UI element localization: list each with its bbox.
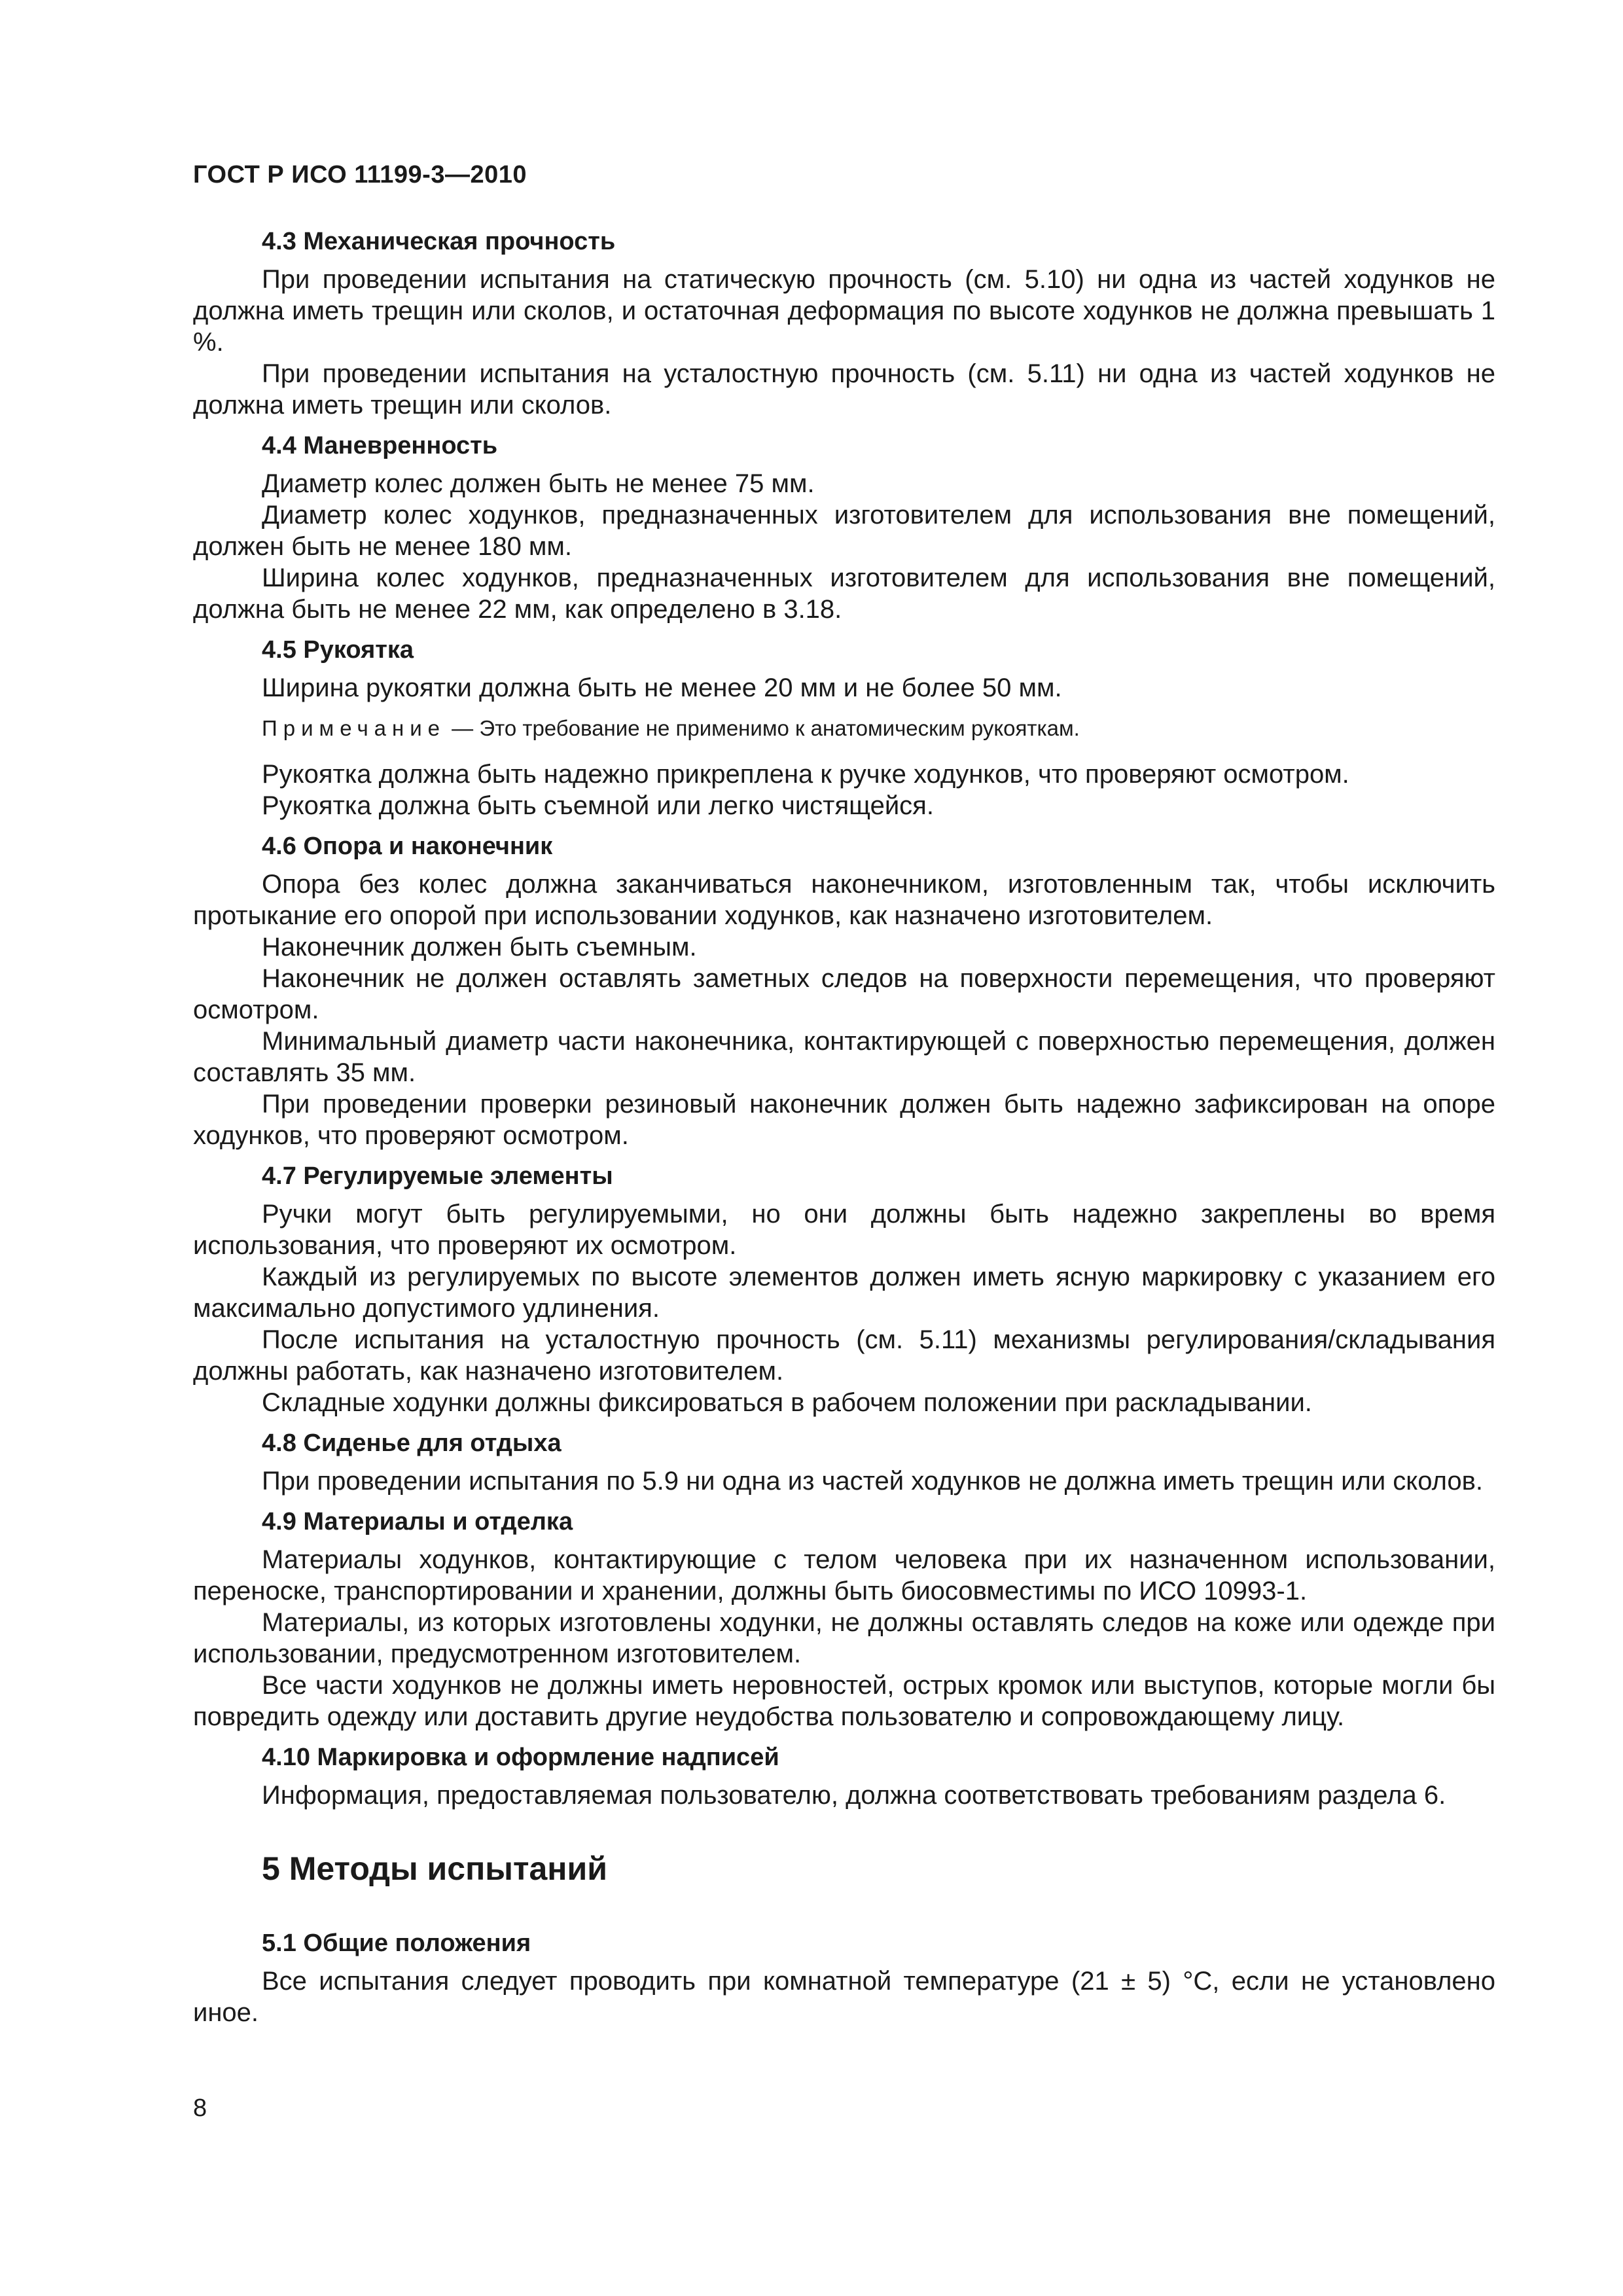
paragraph: Опора без колес должна заканчиваться наконечником, изготовленным так, чтобы исключить протыкание его опорой при использовании ходунков, как назначено изготовителем.	[193, 870, 1495, 930]
paragraph: Наконечник не должен оставлять заметных следов на поверхности перемещения, что проверяют осмотром.	[193, 964, 1495, 1024]
section-title: 4.7 Регулируемые элементы	[262, 1162, 613, 1190]
section-title: 5.1 Общие положения	[262, 1929, 531, 1957]
paragraph: Диаметр колес ходунков, предназначенных изготовителем для использования вне помещений, должен быть не менее 180 мм.	[193, 501, 1495, 561]
paragraph: Материалы ходунков, контактирующие с телом человека при их назначенном использовании, переноске, транспортировании и хранении, должны быть биосовместимы по ИСО 10993-1.	[193, 1545, 1495, 1605]
section-title: 4.10 Маркировка и оформление надписей	[262, 1744, 779, 1771]
section-title: 4.8 Сиденье для отдыха	[262, 1429, 562, 1457]
note-label: Примечание	[262, 716, 446, 740]
paragraph: При проведении испытания по 5.9 ни одна из частей ходунков не должна иметь трещин или сколов.	[262, 1467, 1483, 1496]
paragraph: Материалы, из которых изготовлены ходунки, не должны оставлять следов на коже или одежде при использовании, предусмотренном изготовителем.	[193, 1608, 1495, 1668]
section-4-9	[193, 1506, 1495, 1732]
paragraph: При проведении испытания на усталостную прочность (см. 5.11) ни одна из частей ходунков не должна иметь трещин или сколов.	[193, 359, 1495, 420]
paragraph: При проведении проверки резиновый наконечник должен быть надежно зафиксирован на опоре ходунков, что проверяют осмотром.	[193, 1090, 1495, 1150]
paragraph: Наконечник должен быть съемным.	[262, 933, 697, 961]
paragraph: После испытания на усталостную прочность (см. 5.11) механизмы регулирования/складывания должны работать, как назначено изготовителем.	[193, 1325, 1495, 1386]
section-4-8	[193, 1427, 1495, 1497]
paragraph: Все части ходунков не должны иметь неровностей, острых кромок или выступов, которые могли бы повредить одежду или доставить другие неудобства пользователю и сопровождающему лицу.	[193, 1671, 1495, 1731]
paragraph: Минимальный диаметр части наконечника, контактирующей с поверхностью перемещения, должен составлять 35 мм.	[193, 1027, 1495, 1087]
chapter-title: 5 Методы испытаний	[262, 1850, 607, 1887]
section-title: 4.5 Рукоятка	[262, 636, 414, 664]
paragraph: Все испытания следует проводить при комнатной температуре (21 ± 5) °С, если не установлено иное.	[193, 1967, 1495, 2027]
paragraph: Ширина колес ходунков, предназначенных изготовителем для использования вне помещений, должна быть не менее 22 мм, как определено в 3.18.	[193, 564, 1495, 624]
section-4-4	[193, 430, 1495, 625]
paragraph: Рукоятка должна быть надежно прикреплена к ручке ходунков, что проверяют осмотром.	[262, 760, 1349, 789]
note	[193, 713, 1495, 744]
note-text: — Это требование не применимо к анатомическим рукояткам.	[446, 716, 1080, 740]
paragraph: Рукоятка должна быть съемной или легко чистящейся.	[262, 791, 934, 820]
section-5-1	[193, 1928, 1495, 2028]
section-4-6	[193, 831, 1495, 1151]
section-4-7	[193, 1160, 1495, 1418]
paragraph: Каждый из регулируемых по высоте элементов должен иметь ясную маркировку с указанием его максимально допустимого удлинения.	[193, 1263, 1495, 1323]
section-4-10	[193, 1742, 1495, 1811]
paragraph: Ширина рукоятки должна быть не менее 20 мм и не более 50 мм.	[262, 673, 1062, 702]
document-body	[193, 226, 1495, 2028]
section-4-5	[193, 634, 1495, 821]
paragraph: Диаметр колес должен быть не менее 75 мм.	[262, 469, 815, 498]
document-header: ГОСТ Р ИСО 11199-3—2010	[193, 161, 527, 188]
section-title: 4.9 Материалы и отделка	[262, 1508, 573, 1535]
section-title: 4.6 Опора и наконечник	[262, 833, 553, 860]
paragraph: Складные ходунки должны фиксироваться в рабочем положении при раскладывании.	[262, 1388, 1312, 1417]
paragraph: Информация, предоставляемая пользователю, должна соответствовать требованиям раздела 6.	[262, 1781, 1446, 1810]
paragraph: При проведении испытания на статическую прочность (см. 5.10) ни одна из частей ходунков не должна иметь трещин или сколов, и остаточная деформация по высоте ходунков не должна превышать 1 %.	[193, 265, 1495, 357]
section-4-3	[193, 226, 1495, 421]
paragraph: Ручки могут быть регулируемыми, но они должны быть надежно закреплены во время использования, что проверяют их осмотром.	[193, 1200, 1495, 1260]
section-title: 4.3 Механическая прочность	[262, 228, 616, 255]
page-number: 8	[193, 2094, 207, 2122]
section-title: 4.4 Маневренность	[262, 432, 498, 459]
